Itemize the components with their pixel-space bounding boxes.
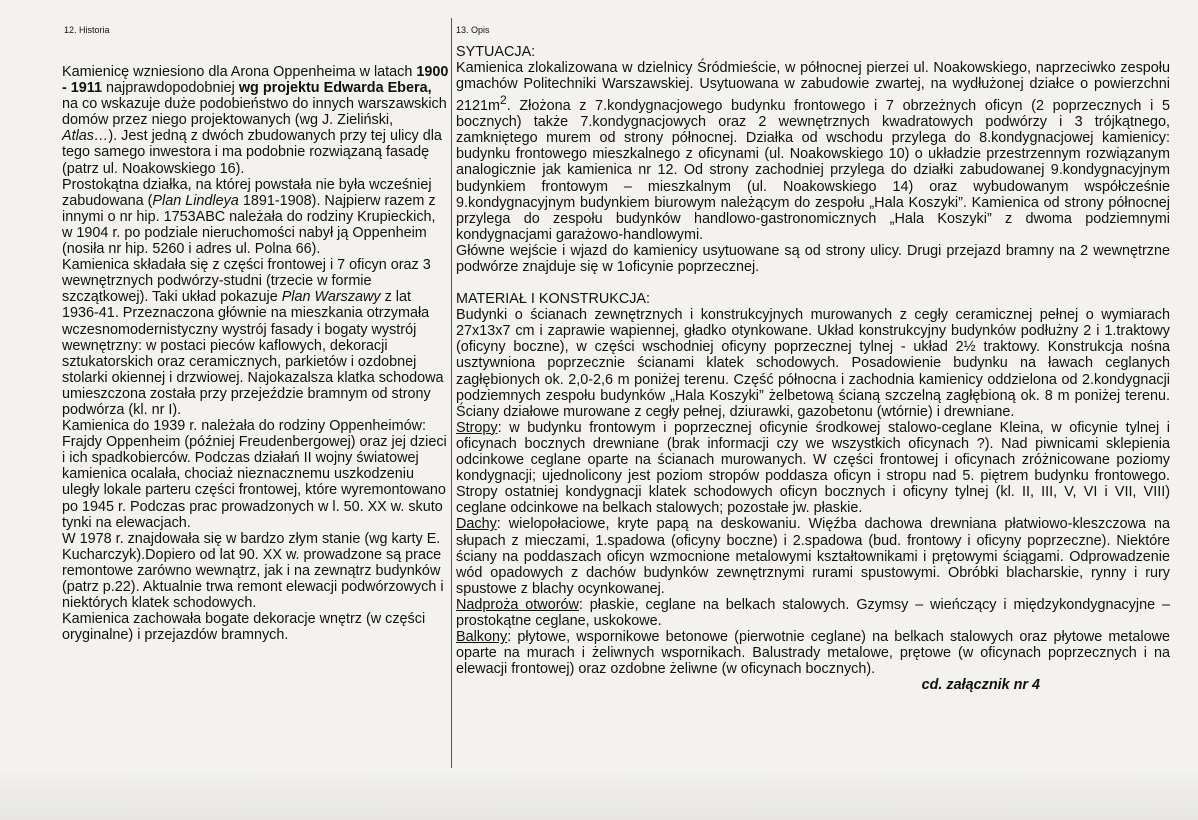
- text-run: Kamienica zlokalizowana w dzielnicy Śródmieście, w północnej pierzei ul. Noakowskiego, naprzeciwko zespołu gmachów Politechniki Warszawskiej. Usytuowana w zabudowie zwartej, na wydłużonej działce o powierzchni 2121m: [456, 60, 1170, 115]
- subheading: Stropy: [456, 419, 498, 436]
- history-paragraph: [62, 611, 449, 643]
- scan-shadow: [0, 768, 1198, 820]
- text-run: Plan Warszawy: [281, 289, 381, 306]
- description-paragraph: [456, 307, 1170, 420]
- text-run: Prostokątna działka, na której powstała nie była wcześniej zabudowana (: [62, 176, 432, 209]
- text-run: ). Jest jedną z dwóch zbudowanych przy tej ulicy dla tego samego inwestora i ma podobnie rozwiązaną fasadę (patrz ul. Noakowskiego 16).: [62, 128, 442, 177]
- text-run: Atlas…: [62, 128, 109, 145]
- text-run: 1891-1908). Najpierw razem z innymi o nr hip. 1753ABC należała do rodziny Krupieckich, w 1904 r. po podziale nieruchomości nabył ją Oppenheim (nosiła nr hip. 5260 i adres ul. Polna 66).: [62, 192, 436, 258]
- text-run: Kamienicę wzniesiono dla Arona Oppenheima w latach: [62, 64, 417, 80]
- text-run: 1900 - 1911: [62, 64, 449, 97]
- text-run: Kamienica do 1939 r. należała do rodziny Oppenheimów: Frajdy Oppenheim (później Freudenbergowej) oraz jej dzieci i ich spadkobierców. Podczas działań II wojny światowej kamienica ocalała, chociaż nieznacznemu uszkodzeniu uległy lokale parteru części frontowej, które wyremontowano po 1945 r. Podczas prac prowadzonych w l. 50. XX w. skuto tynki na elewacjach.: [62, 418, 447, 531]
- subheading: Dachy: [456, 516, 497, 533]
- description-paragraph: [456, 420, 1170, 517]
- history-paragraph: [62, 64, 449, 177]
- description-paragraph: [456, 243, 1170, 275]
- text-run: : wielopołaciowe, kryte papą na deskowaniu. Więźba dachowa drewniana płatwiowo-kleszczowa na słupach z mieczami, 1.spadowa (oficyny boczne) i 2.spadowa (bud. frontowy i oficyny poprzeczne). Niektóre ściany na poddaszach oficyn wzmocnione metalowymi kształtownikami i prętowymi ściągami. Odprowadzenie wód opadowych z dachów budynków zewnętrznymi rurami spustowymi. Obróbki blacharskie, rynny i rury spustowe z blachy ocynkowanej.: [456, 516, 1170, 597]
- text-run: Główne wejście i wjazd do kamienicy usytuowane są od strony ulicy. Drugi przejazd bramny na 2 wewnętrzne podwórze znajduje się w 1oficynie poprzecznej.: [456, 242, 1170, 276]
- text-run: z lat 1936-41. Przeznaczona głównie na mieszkania otrzymała wczesnomodernistyczny wystrój fasady i bogaty wystrój wewnętrzny: w postaci pieców kaflowych, dekoracji sztukatorskich oraz ceramicznych, parkietów i ozdobnej stolarki okiennej i drzwiowej. Najokazalsza klatka schodowa umieszczona została przy przejeździe bramnym od strony podwórza (kl. nr I).: [62, 289, 444, 418]
- text-run: najprawdopodobniej: [102, 80, 239, 97]
- text-run: W 1978 r. znajdowała się w bardzo złym stanie (wg karty E. Kucharczyk).Dopiero od lat 90. XX w. prowadzone są prace remontowe zarówno wewnątrz, jak i na zewnątrz budynków (patrz p.22). Aktualnie trwa remont elewacji podwórzowych i niektórych klatek schodowych.: [62, 530, 444, 612]
- history-paragraph: [62, 257, 449, 418]
- subheading: Nadproża otworów: [456, 596, 579, 613]
- history-paragraph: [62, 531, 449, 611]
- history-text: [62, 64, 449, 643]
- description-column: [456, 24, 1174, 694]
- description-header: 13. Opis: [456, 25, 490, 35]
- history-paragraph: [62, 418, 449, 531]
- description-paragraph: [456, 516, 1170, 596]
- text-run: Budynki o ścianach zewnętrznych i konstrukcyjnych murowanych z cegły ceramicznej pełnej o wymiarach 27x13x7 cm i zaprawie wapiennej, gładko otynkowane. Układ konstrukcyjny budynków podłużny 2 i 1.traktowy (oficyny boczne), w części wschodniej oficyny poprzecznej tylnej - układ 2½ traktowy. Konstrukcja nośna usztywniona poprzecznie ścianami klatek schodowych. Posadowienie budynku na ławach ceglanych zagłębionych ok. 2,0-2,6 m poniżej terenu. Część północna i zachodnia kamienicy oddzielona od 2.kondygnacji podziemnych zespołu budynków „Hala Koszyki” żelbetową ścianą szczelną zagłębioną ok. 8 m poniżej terenu. Ściany działowe murowane z cegły pełnej, dziurawki, gazobetonu (wtórnie) i drewniane.: [456, 307, 1170, 420]
- subheading: Balkony: [456, 629, 508, 646]
- section-title: MATERIAŁ I KONSTRUKCJA:: [456, 291, 651, 308]
- text-run: . Złożona z 7.kondygnacjowego budynku frontowego i 7 obrzeżnych oficyn (2 poprzecznych i 5 bocznych) także 7.kondygnacjowych oraz 2 wewnętrznych kwadratowych podwórzy i 3 trójkątnego, zamkniętego murem od strony północnej. Działka od wschodu przylega do 8.kondygnacjowej kamienicy: budynku frontowego mieszkalnego z oficynami (ul. Noakowskiego 10) o układzie przestrzennym rozwiązanym analogicznie jak kamienica nr 12. Od strony zachodniej przylega do działki zabudowanej 9.kondygnacyjnym budynkiem frontowym – mieszkalnym (ul. Noakowskiego 14) oraz wybudowanym współcześnie 9.kondygnacyjnym budynkiem biurowym należącym do zespołu „Hala Koszyki”. Kamienica od strony północnej przylega do zespołu budynków handlowo-gastronomicznych „Hala Koszyki” z dwoma podziemnymi kondygnacjami garażowo-handlowymi.: [456, 98, 1170, 243]
- description-paragraph: [456, 60, 1170, 243]
- history-paragraph: [62, 177, 449, 257]
- section-title: SYTUACJA:: [456, 44, 536, 60]
- description-paragraph: [456, 597, 1170, 629]
- text-run: : płaskie, ceglane na belkach stalowych. Gzymsy – wieńczący i międzykondygnacyjne – prostokątne ceglane, uskokowe.: [456, 596, 1170, 629]
- history-header: 12. Historia: [64, 25, 110, 35]
- continuation-note: cd. załącznik nr 4: [921, 677, 1040, 694]
- description-text: [456, 44, 1170, 693]
- text-run: Kamienica składała się z części frontowej i 7 oficyn oraz 3 wewnętrznych podwórzy-studni (trzecie w formie szczątkowej). Taki układ pokazuje: [62, 257, 431, 306]
- text-run: wg projektu Edwarda Ebera,: [238, 80, 432, 97]
- text-run: : płytowe, wspornikowe betonowe (pierwotnie ceglane) na belkach stalowych oraz płytowe metalowe oparte na murach i żeliwnych wspornikach. Balustrady metalowe, prętowe (w oficynach poprzecznych i na elewacji frontowej) oraz ozdobne żeliwne (w oficynach bocznych).: [456, 629, 1170, 678]
- column-divider: [451, 18, 452, 820]
- text-run: Plan Lindleya: [152, 192, 239, 209]
- text-run: na co wskazuje duże podobieństwo do innych warszawskich domów przez niego projektowanych (wg J. Zieliński,: [62, 96, 447, 129]
- description-paragraph: [456, 629, 1170, 677]
- text-run: Kamienica zachowała bogate dekoracje wnętrz (w części oryginalne) i przejazdów bramnych.: [62, 611, 426, 644]
- section-gap: [456, 275, 1170, 291]
- text-run: 2: [500, 93, 507, 108]
- text-run: : w budynku frontowym i poprzecznej oficynie środkowej stalowo-ceglane Kleina, w oficynie tylnej i oficynach bocznych drewniane (brak informacji czy we wszystkich oficynach ?). Nad piwnicami sklepienia odcinkowe ceglane oparte na ścianach murowanych. W części frontowej i oficynach zróżnicowane poziomy kondygnacji; ujednolicony jest poziom stropów poddasza oficyn i stropu nad 5. piętrem budynku frontowego. Stropy ostatniej kondygnacji klatek schodowych oficyn bocznych i oficyny tylnej (kl. II, III, V, VI i VII, VIII) ceglane odcinkowe na belkach stalowych; pozostałe jw. płaskie.: [456, 419, 1170, 517]
